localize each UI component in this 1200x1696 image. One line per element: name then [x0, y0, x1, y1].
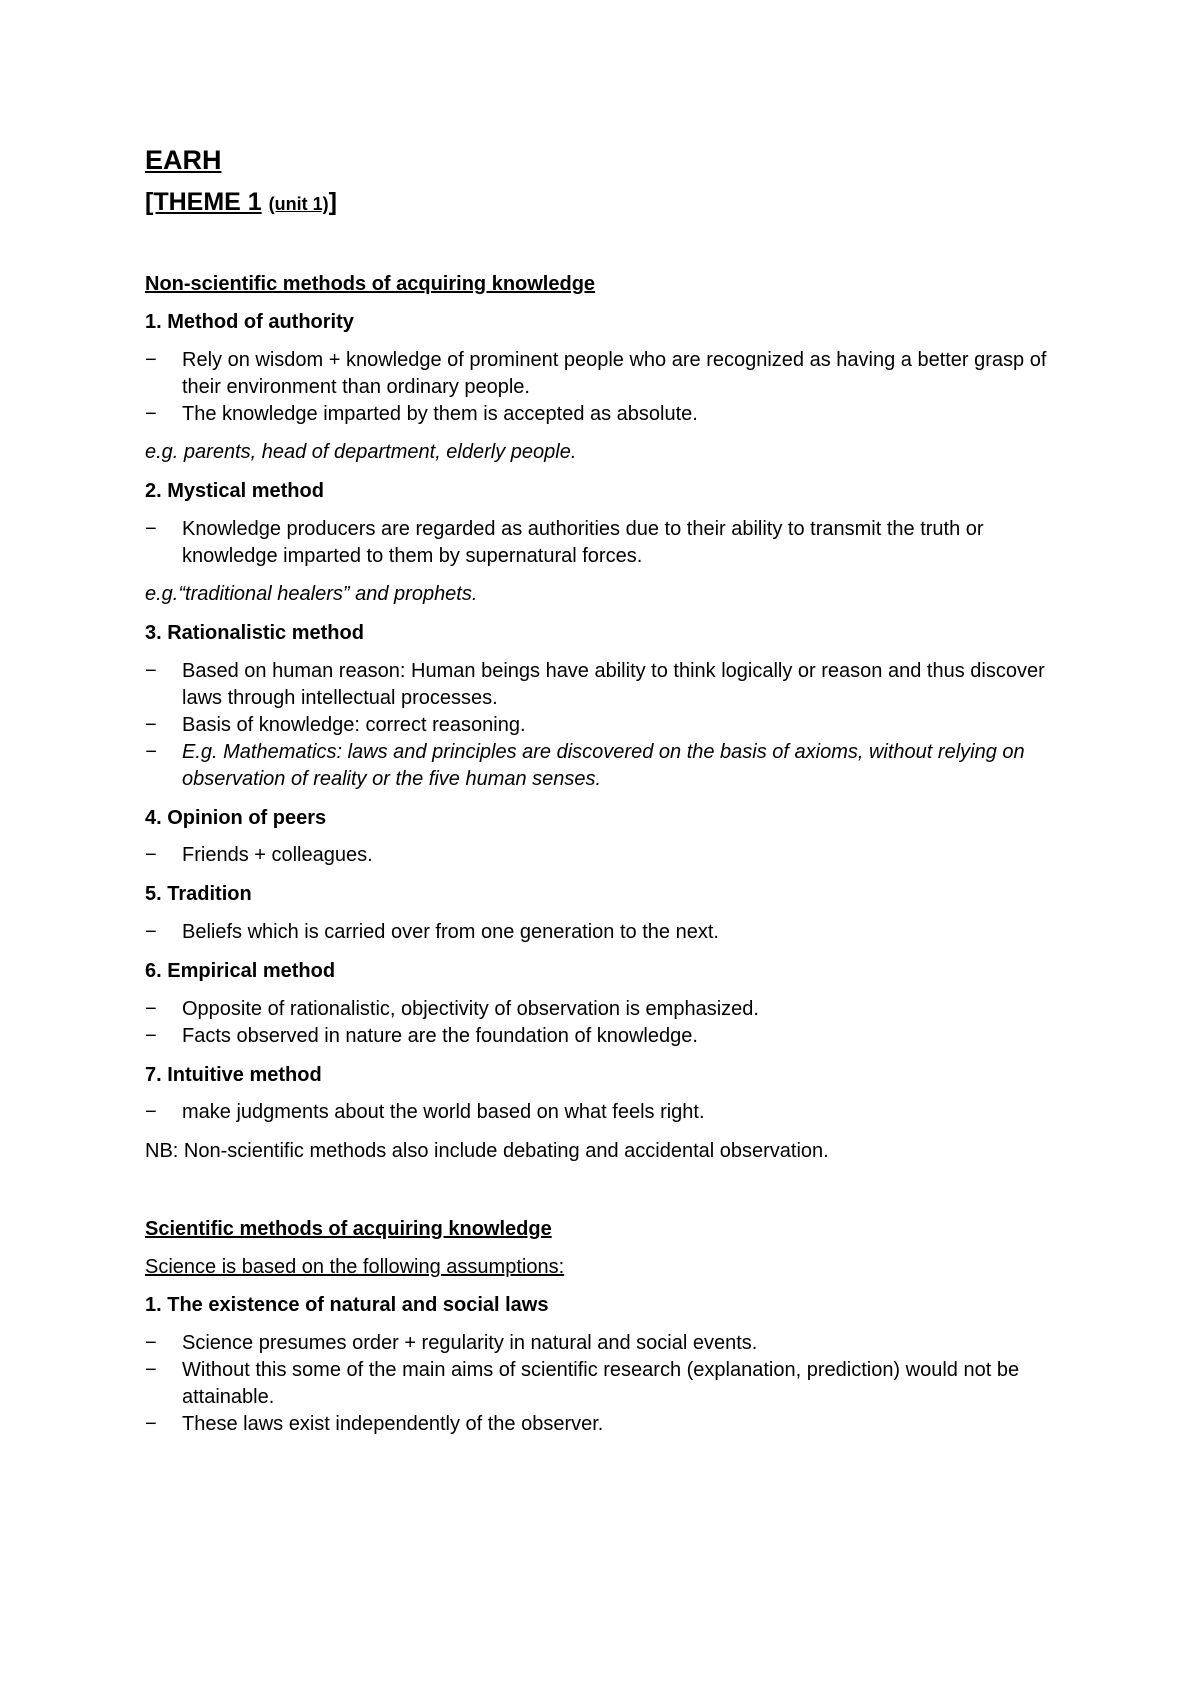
- bullet-list-authority: [145, 347, 1065, 428]
- document-title: EARH: [145, 145, 222, 175]
- list-item: − These laws exist independently of the observer.: [145, 1411, 1065, 1438]
- bullet-list-empirical: [145, 996, 1065, 1050]
- example-mystical: e.g.“traditional healers” and prophets.: [145, 583, 478, 605]
- list-item: − Beliefs which is carried over from one generation to the next.: [145, 919, 1065, 946]
- method-heading-authority: 1. Method of authority: [145, 311, 354, 333]
- method-heading-intuitive: 7. Intuitive method: [145, 1064, 322, 1086]
- list-item: − Without this some of the main aims of scientific research (explanation, prediction) would not be attainable.: [145, 1357, 1065, 1411]
- example-authority: e.g. parents, head of department, elderly people.: [145, 441, 577, 463]
- bullet-list-rationalistic: [145, 658, 1065, 793]
- list-item: − Rely on wisdom + knowledge of prominent people who are recognized as having a better grasp of their environment than ordinary people.: [145, 347, 1065, 401]
- list-item: − Facts observed in nature are the foundation of knowledge.: [145, 1023, 1065, 1050]
- method-heading-empirical: 6. Empirical method: [145, 960, 336, 982]
- list-item: − Science presumes order + regularity in natural and social events.: [145, 1330, 1065, 1357]
- method-heading-natural-laws: 1. The existence of natural and social laws: [145, 1294, 549, 1316]
- list-item: − Opposite of rationalistic, objectivity of observation is emphasized.: [145, 996, 1065, 1023]
- method-heading-mystical: 2. Mystical method: [145, 480, 324, 502]
- list-item: − Friends + colleagues.: [145, 842, 1065, 869]
- bullet-list-intuitive: [145, 1099, 1065, 1126]
- method-heading-tradition: 5. Tradition: [145, 883, 252, 905]
- note-text: NB: Non-scientific methods also include debating and accidental observation.: [145, 1140, 829, 1162]
- method-heading-rationalistic: 3. Rationalistic method: [145, 622, 364, 644]
- theme-label: [THEME 1: [145, 188, 262, 216]
- list-item: − E.g. Mathematics: laws and principles are discovered on the basis of axioms, without relying on observation of reality or the five human senses.: [145, 739, 1065, 793]
- method-heading-peers: 4. Opinion of peers: [145, 807, 327, 829]
- section-heading-non-scientific: Non-scientific methods of acquiring knowledge: [145, 273, 596, 295]
- theme-heading: [145, 182, 1065, 224]
- theme-close: ]: [328, 188, 337, 216]
- list-item: − Knowledge producers are regarded as authorities due to their ability to transmit the truth or knowledge imparted to them by supernatural forces.: [145, 516, 1065, 570]
- bullet-list-mystical: [145, 516, 1065, 570]
- list-item: − make judgments about the world based on what feels right.: [145, 1099, 1065, 1126]
- section-heading-scientific: Scientific methods of acquiring knowledge: [145, 1218, 552, 1240]
- assumptions-subheading: Science is based on the following assumptions:: [145, 1256, 565, 1278]
- document-page: [145, 140, 1065, 1438]
- list-item: − Basis of knowledge: correct reasoning.: [145, 712, 1065, 739]
- bullet-list-peers: [145, 842, 1065, 869]
- list-item: − The knowledge imparted by them is accepted as absolute.: [145, 401, 1065, 428]
- bullet-list-tradition: [145, 919, 1065, 946]
- bullet-list-natural-laws: [145, 1330, 1065, 1438]
- theme-unit: (unit 1): [268, 194, 329, 214]
- list-item: − Based on human reason: Human beings have ability to think logically or reason and thus discover laws through intellectual processes.: [145, 658, 1065, 712]
